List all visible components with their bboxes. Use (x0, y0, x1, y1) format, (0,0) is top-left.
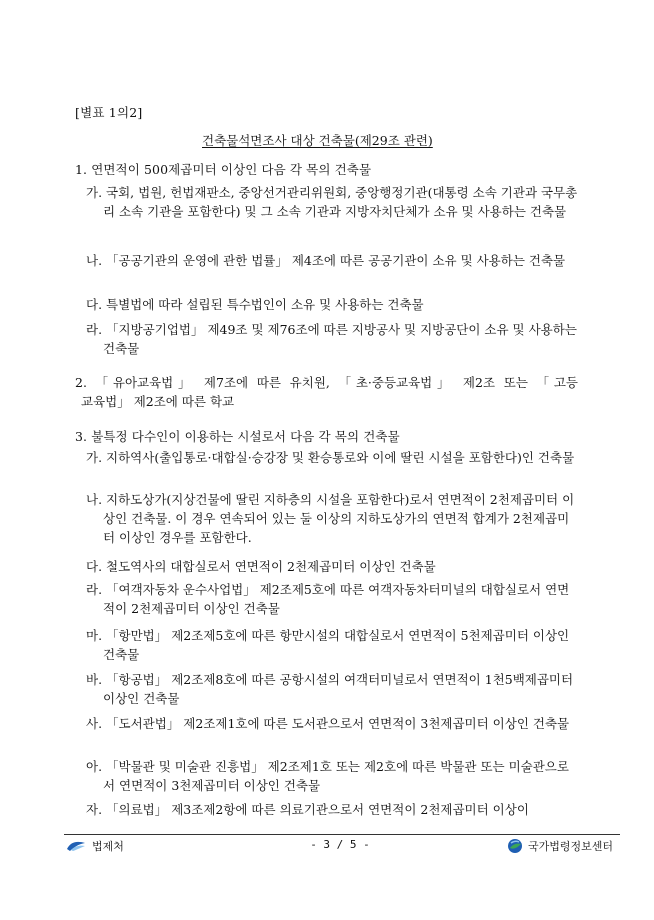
item-text: 사. 「도서관법」 제2조제1호에 따른 도서관으로서 연면적이 3천제곱미터 이상인 건축물 (86, 716, 570, 731)
item-text: 마. 「항만법」 제2조제5호에 따른 항만시설의 대합실로서 연면적이 5천제곱미터 이상인 건축물 (86, 628, 570, 662)
footer-center-label: 국가법령정보센터 (528, 840, 614, 853)
list-item (86, 251, 578, 270)
section-2-line-2: 교육법」 제2조에 따른 학교 (81, 394, 235, 409)
list-item (86, 557, 578, 576)
document-title: 건축물석면조사 대상 건축물(제29조 관련) (202, 133, 433, 148)
list-item (86, 295, 578, 314)
footer-org-label: 법제처 (92, 840, 124, 853)
footer-divider (64, 834, 620, 835)
annex-reference: [별표 1의2] (75, 105, 143, 120)
list-item (86, 757, 578, 795)
list-item (86, 490, 578, 547)
item-text: 라. 「여객자동차 운수사업법」 제2조제5호에 따른 여객자동차터미널의 대합실로서 연면적이 2천제곱미터 이상인 건축물 (86, 582, 570, 616)
item-text: 가. 지하역사(출입통로·대합실·승강장 및 환승통로와 이에 딸린 시설을 포함한다)인 건축물 (86, 450, 575, 465)
section-3-heading: 3. 불특정 다수인이 이용하는 시설로서 다음 각 목의 건축물 (75, 429, 400, 444)
item-text: 자. 「의료법」 제3조제2항에 따른 의료기관으로서 연면적이 2천제곱미터 이상이 (86, 802, 529, 817)
item-text: 다. 특별법에 따라 설립된 특수법인이 소유 및 사용하는 건축물 (86, 297, 424, 312)
section-1-heading: 1. 연면적이 500제곱미터 이상인 다음 각 목의 건축물 (75, 162, 372, 177)
section-2-line-1: 2. 「유아교육법」 제7조에 따른 유치원, 「초·중등교육법」 제2조 또는 「고등 (75, 375, 578, 390)
list-item (86, 448, 578, 467)
moleg-logo-icon (66, 840, 86, 852)
list-item (86, 670, 578, 708)
list-item (86, 626, 578, 664)
item-text: 나. 지하도상가(지상건물에 딸린 지하층의 시설을 포함한다)로서 연면적이 2천제곱미터 이상인 건축물. 이 경우 연속되어 있는 둘 이상의 지하도상가의 연면적 합계가 2천제곱미터 이상인 경우를 포함한다. (86, 492, 575, 545)
item-text: 가. 국회, 법원, 헌법재판소, 중앙선거관리위원회, 중앙행정기관(대통령 소속 기관과 국무총리 소속 기관을 포함한다) 및 그 소속 기관과 지방자치단체가 소유 및 사용하는 건축물 (86, 185, 578, 219)
law-center-logo-icon (507, 838, 523, 854)
item-text: 아. 「박물관 및 미술관 진흥법」 제2조제1호 또는 제2호에 따른 박물관 또는 미술관으로서 연면적이 3천제곱미터 이상인 건축물 (86, 759, 569, 793)
page-number: - 3 / 5 - (310, 838, 370, 851)
list-item (86, 580, 578, 618)
item-text: 라. 「지방공기업법」 제49조 및 제76조에 따른 지방공사 및 지방공단이 소유 및 사용하는 건축물 (86, 322, 577, 356)
section-2 (75, 373, 578, 411)
list-item (86, 800, 578, 820)
list-item (86, 320, 578, 358)
item-text: 바. 「항공법」 제2조제8호에 따른 공항시설의 여객터미널로서 연면적이 1천5백제곱미터 이상인 건축물 (86, 672, 574, 706)
footer-right (507, 838, 613, 854)
item-text: 나. 「공공기관의 운영에 관한 법률」 제4조에 따른 공공기관이 소유 및 사용하는 건축물 (86, 253, 566, 268)
list-item (86, 183, 578, 221)
footer-left (66, 838, 124, 854)
item-text: 다. 철도역사의 대합실로서 연면적이 2천제곱미터 이상인 건축물 (86, 559, 436, 574)
list-item (86, 714, 578, 733)
